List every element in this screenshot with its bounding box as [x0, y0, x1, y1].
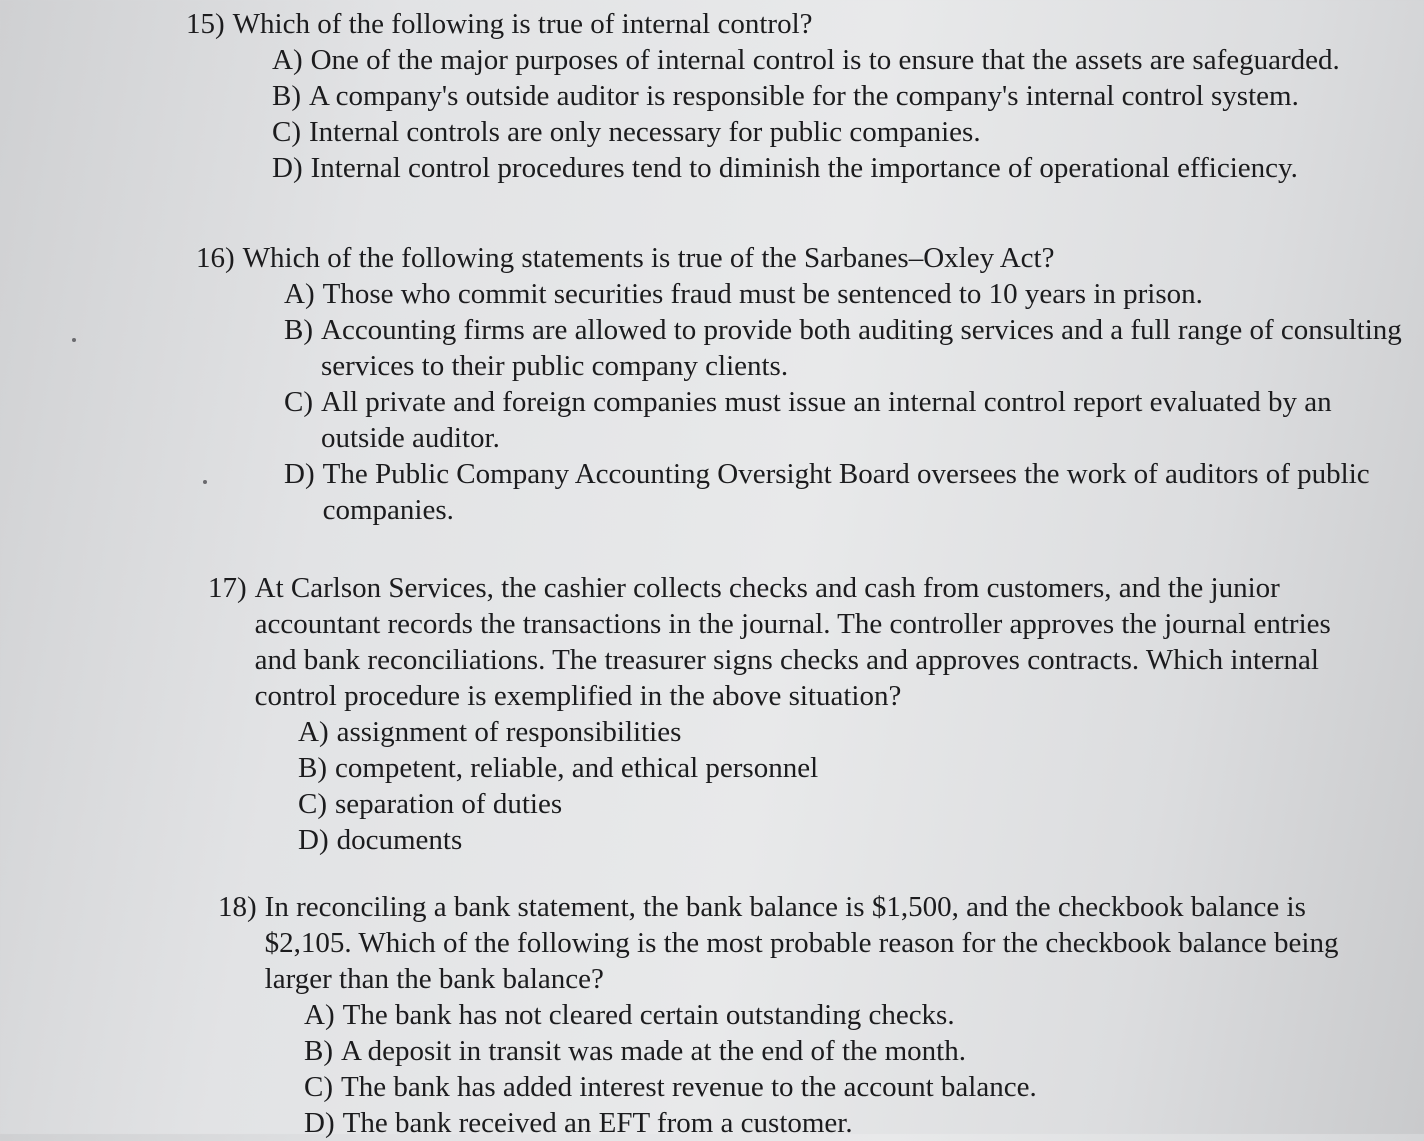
answer-option-c — [272, 114, 1416, 150]
question-number: 16) — [196, 242, 235, 274]
option-text: Those who commit securities fraud must be sentenced to 10 years in prison. — [322, 278, 1203, 310]
option-text: All private and foreign companies must issue an internal control report evaluated by an outside auditor. — [321, 386, 1332, 454]
option-letter: C) — [284, 386, 313, 418]
option-letter: A) — [284, 278, 315, 310]
question-text: Which of the following is true of internal control? — [232, 8, 813, 40]
question-15 — [186, 6, 1416, 186]
option-letter: C) — [304, 1071, 333, 1103]
answer-options — [284, 276, 1409, 528]
question-number: 17) — [208, 572, 247, 604]
option-letter: B) — [298, 752, 327, 784]
question-stem — [218, 889, 1403, 997]
option-letter: D) — [304, 1107, 335, 1139]
option-text: A deposit in transit was made at the end of the month. — [341, 1035, 966, 1067]
question-18 — [218, 889, 1403, 1141]
answer-option-b — [284, 312, 1409, 384]
option-letter: B) — [304, 1035, 333, 1067]
question-text: Which of the following statements is true of the Sarbanes–Oxley Act? — [242, 242, 1055, 274]
option-text: documents — [336, 824, 463, 856]
option-text: assignment of responsibilities — [336, 716, 682, 748]
answer-option-a — [304, 997, 1403, 1033]
answer-options — [304, 997, 1403, 1141]
answer-option-d — [284, 456, 1409, 528]
answer-options — [298, 714, 1378, 858]
option-text: competent, reliable, and ethical personnel — [335, 752, 819, 784]
option-text: A company's outside auditor is responsible for the company's internal control system. — [309, 80, 1299, 112]
option-text: Internal control procedures tend to diminish the importance of operational efficiency. — [310, 152, 1298, 184]
answer-option-c — [304, 1069, 1403, 1105]
question-stem — [186, 6, 1416, 42]
answer-option-a — [272, 42, 1416, 78]
option-letter: A) — [272, 44, 303, 76]
answer-option-b — [298, 750, 1378, 786]
question-text: In reconciling a bank statement, the bank balance is $1,500, and the checkbook balance is $2,105. Which of the following is the most probable reason for the checkbook balance being larger than the bank balance? — [264, 891, 1339, 995]
option-text: Internal controls are only necessary for public companies. — [309, 116, 981, 148]
answer-option-d — [272, 150, 1416, 186]
question-stem — [208, 570, 1378, 714]
stray-mark — [203, 480, 207, 484]
answer-option-c — [298, 786, 1378, 822]
answer-option-b — [304, 1033, 1403, 1069]
answer-option-a — [284, 276, 1409, 312]
option-letter: D) — [284, 458, 315, 490]
option-letter: A) — [304, 999, 335, 1031]
answer-option-a — [298, 714, 1378, 750]
answer-options — [272, 42, 1416, 186]
option-letter: D) — [298, 824, 329, 856]
question-number: 15) — [186, 8, 225, 40]
option-text: separation of duties — [335, 788, 563, 820]
option-letter: C) — [272, 116, 301, 148]
question-number: 18) — [218, 891, 257, 923]
question-text: At Carlson Services, the cashier collects checks and cash from customers, and the junior accountant records the transactions in the journal. The controller approves the journal entries and bank reconciliations. The treasurer signs checks and approves contracts. Which internal control procedure is exemplified in the above situation? — [254, 572, 1331, 712]
question-17 — [208, 570, 1378, 858]
answer-option-c — [284, 384, 1409, 456]
answer-option-d — [304, 1105, 1403, 1141]
option-text: Accounting firms are allowed to provide both auditing services and a full range of consulting services to their public company clients. — [321, 314, 1402, 382]
answer-option-d — [298, 822, 1378, 858]
option-letter: D) — [272, 152, 303, 184]
option-letter: A) — [298, 716, 329, 748]
option-letter: B) — [272, 80, 301, 112]
stray-mark — [72, 338, 76, 342]
question-stem — [196, 240, 1411, 276]
option-text: One of the major purposes of internal control is to ensure that the assets are safeguarded. — [310, 44, 1340, 76]
option-text: The Public Company Accounting Oversight Board oversees the work of auditors of public companies. — [322, 458, 1370, 526]
option-text: The bank has added interest revenue to the account balance. — [341, 1071, 1037, 1103]
question-16 — [196, 240, 1411, 528]
option-letter: B) — [284, 314, 313, 346]
option-letter: C) — [298, 788, 327, 820]
option-text: The bank has not cleared certain outstanding checks. — [342, 999, 955, 1031]
answer-option-b — [272, 78, 1416, 114]
option-text: The bank received an EFT from a customer. — [342, 1107, 853, 1139]
